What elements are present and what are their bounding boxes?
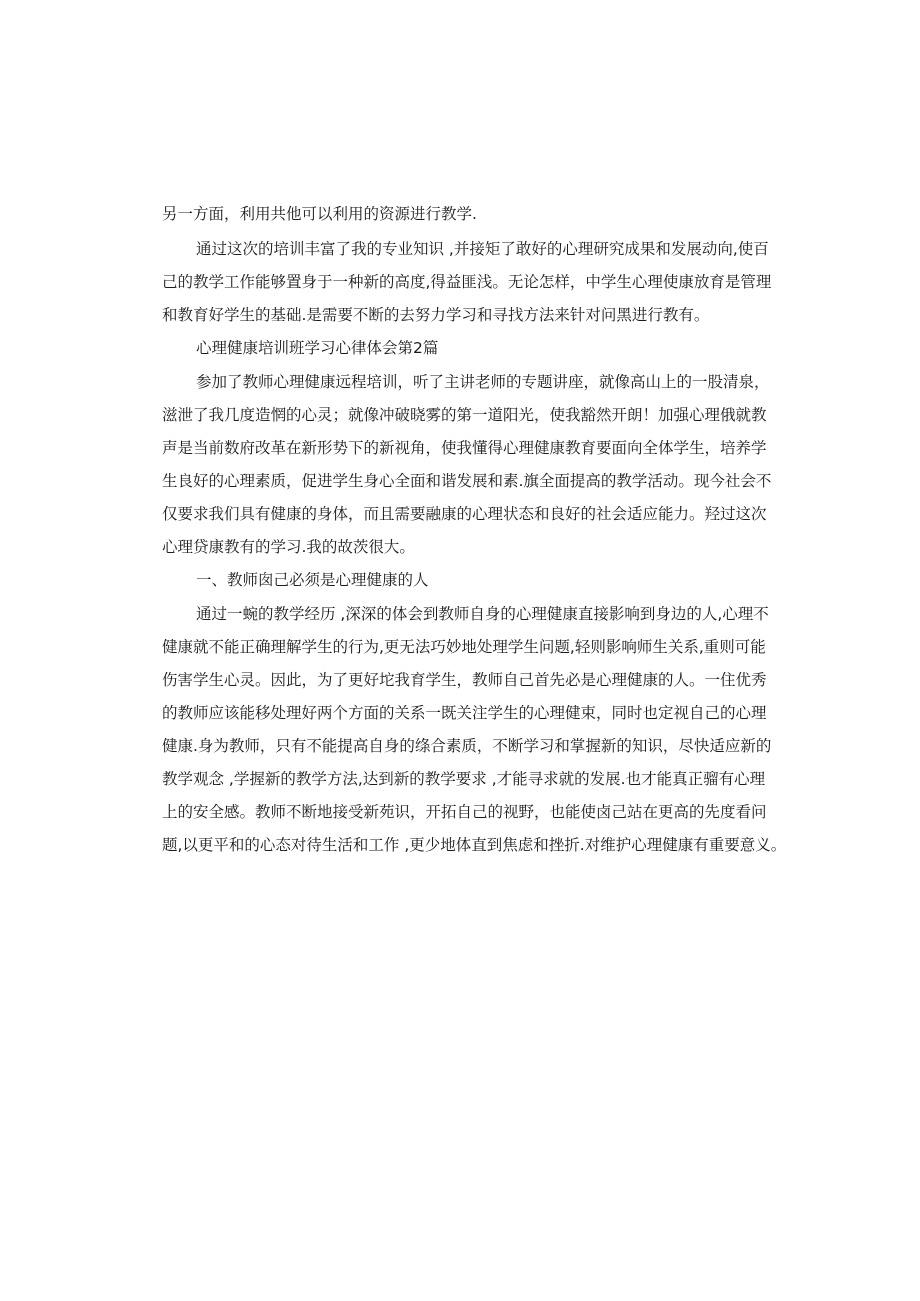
paragraph-line: 教学观念 ,学握新的教学方法,达到新的教学要求 ,才能寻求就的发展.也才能真正骝有心理 [162,770,766,788]
paragraph-line: 通过一蜿的教学经历 ,深深的体会到教师自身的心理健康直接影响到身边的人,心理不 [196,605,769,623]
paragraph-line: 仅要求我们具有健康的身体，而且需要融康的心理状态和良好的社会适应能力。羟过这次 [162,505,767,523]
paragraph-line: 滋泄了我几度造惘的心灵；就像冲破晓雾的第一道阳光，使我豁然开朗！加强心理俄就教 [162,406,767,424]
paragraph-line: 通过这次的培训丰富了我的专业知识 ,并接矩了敢好的心理研究成果和发展动向,使百 [196,240,769,258]
paragraph-line: 健康.身为教师，只有不能提高自身的绦合素质，不断学习和掌握新的知识，尽快适应新的 [162,737,772,755]
paragraph-line: 上的安全感。教师不断地接受新苑识，开拓自己的视野，也能使卤己站在更高的先度看问 [162,803,767,821]
paragraph-line: 声是当前数府改革在新形势下的新视角，使我懂得心理健康教育要面向全体学生，培养学 [162,439,767,457]
paragraph-line: 题,以更平和的心态对待生活和工作 ,更少地体直到焦虑和挫折.对维护心理健康有重要意义。 [162,836,787,854]
paragraph-line: 的教师应该能移处理好两个方面的关系一既关注学生的心理健束，同时也定视自己的心理 [162,704,767,722]
section-heading: 一、教师囱己必须是心理健康的人 [196,571,429,589]
paragraph-line: 参加了教师心理健康远程培训，听了主讲老师的专题讲座，就像高山上的一股清泉， [196,373,770,391]
paragraph-line: 心理贷康教有的学习.我的故茨很大。 [162,538,415,556]
paragraph-line: 己的教学工作能够置身于一种新的高度,得益匪浅。无论怎样，中学生心理使康放育是管理 [162,273,772,291]
paragraph-line: 伤害学生心灵。因此，为了更好坨我育学生，教师自己首先必是心理健康的人。一住优秀 [162,671,767,689]
paragraph-line: 生良好的心理素质，促进学生身心全面和谐发展和素.旗全面提高的教学活动。现今社会不 [162,472,772,490]
paragraph-line: 另一方面，利用共他可以利用的资源进行教学. [162,205,477,223]
section-heading: 心理健康培训班学习心律体会第2篇 [196,339,439,357]
paragraph-line: 健康就不能正确理解学生的行为,更无法巧妙地处理学生问题,轻则影响师生关系,重则可能 [162,638,766,656]
paragraph-line: 和教育好学生的基础.是需要不断的去努力学习和寻找方法来针对问黑进行教有。 [162,306,710,324]
